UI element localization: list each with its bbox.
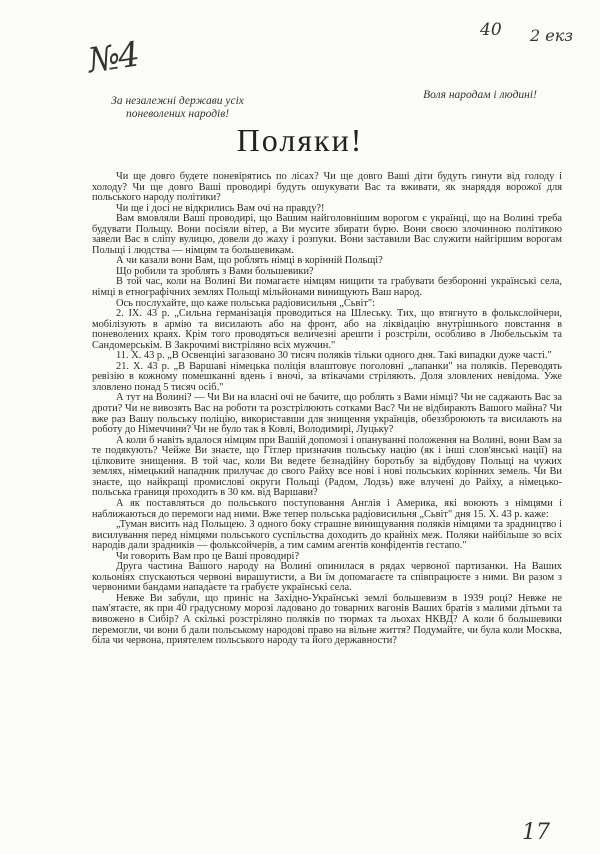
paragraph: А чи казали вони Вам, що роблять німці в корінній Польщі?	[116, 255, 383, 267]
paragraph: Чи ще і досі не відкрились Вам очі на правду?!	[116, 202, 325, 214]
slogan-right: Воля народам і людині!	[423, 89, 537, 101]
paragraph: Вам вмовляли Ваші проводирі, що Вашим найголовнішим ворогом є українці, що на Волині треба будувати Польщу. Вони посіяли вітер, а Ви мусите збирати бурю. Вони своєю злочинною політикою завели Вас в сліпу вулицю, довели до жаху і розпуки. Вони заставили Вас служити найгіршим ворогам Польщі і людства — німцям та большевикам.	[92, 213, 562, 256]
paragraph: Друга частина Вашого народу на Волині опинилася в рядах червоної партизанки. На Ваших кольоніях спускаються червоні вирашутисти, а Ви їм допомагаєте та співпрацюєте з ними. Ви разом з червоними бандами нападаєте та грабуєте українські села.	[92, 561, 562, 594]
handwritten-number: №4	[85, 34, 141, 82]
quote-paragraph: 11. X. 43 р. „В Освенціні загазовано 30 тисяч поляків тільки одного дня. Такі випадки дуже часті."	[116, 350, 552, 362]
paragraph: Що робили та зроблять з Вами большевики?	[116, 265, 314, 277]
quote-paragraph: 21. X. 43 р. „В Варшаві німецька поліція влаштовує поголовні „лапанки" на поляків. Переводять ревізію в кожному помешканні вдень і вночі, за втікачами стріляють. Доля зловлених невідома. Уже зловлено понад 5 тисяч осіб."	[92, 360, 562, 393]
paragraph: А тут на Волині? — Чи Ви на власні очі не бачите, що роблять з Вами німці? Чи не саджають Вас за дроти? Чи не вивозять Вас на роботи та розстрілюють сотками Вас? Чи не відбирають Вашого майна? Чи вже раз Вашу польську поліцію, використавши для знищення українців, обеззброюють та висилають на роботу до Німеччини? Чи не було так в Ковлі, Володимирі, Луцьку?	[92, 392, 562, 436]
handwritten-copies-mark: 2 екз	[530, 26, 574, 45]
document-body	[92, 172, 562, 647]
slogan-left: За незалежні держави усіх поневолених народів!	[111, 95, 244, 120]
paragraph: Ось послухайте, що каже польська радіовисильня „Сьвіт":	[116, 297, 375, 309]
paragraph: А коли б навіть вдалося німцям при Вашій допомозі і опануванні положення на Волині, вони Вам за те подякують? Чейже Ви знаєте, що Гітлер призначив польську націю (як і інші слов'янські нації) на цілковите знищення. В той час, коли Ви ведете безнадійну боротьбу за відбудову Польщі на чужих землях, німецький нападник прилучає до свого Райху все нові і нові польських корінних земель. Чи Ви знаєте, що найкращі промислові округи Польщі (Радом, Лодзь) вже влучені до Райху, а німецько-польська границя проходить в 30 км. від Варшави?	[92, 434, 562, 499]
paragraph: Невже Ви забули, що приніс на Західно-Українські землі большевизм в 1939 році? Невже не пам'ятаєте, як при 40 градусному морозі ладовано до товарних вагонів Ваших братів з малими дітьми та вивожено в Сибір? А скількі розстріляно поляків по тюрмах та льохах НКВД? А коли б большевики перемогли, чи вони б дали польському народові право на вільне життя? Подумайте, чи була коли Москва, біла чи червона, приятелем польського народу та його державности?	[92, 592, 562, 647]
handwritten-page-number: 17	[522, 820, 550, 845]
paragraph: А як поставляться до польського поступовання Англія і Америка, які воюють з німцями і наближаються до перемоги над ними. Вже тепер польська радіовисильня „Сьвіт" дня 15. X. 43 р. каже:	[92, 497, 562, 520]
handwritten-mark-40: 40	[480, 20, 502, 40]
paragraph: Чи ще довго будете поневірятись по лісах? Чи ще довго Ваші діти будуть гинути від голоду і холоду? Чи ще довго Ваші проводирі будуть ошукувати Вас та вживати, як знаряддя ворожої для польського народу політики?	[92, 171, 562, 204]
paragraph: Чи говорить Вам про це Ваші проводирі?	[116, 550, 300, 562]
quote-paragraph: „Туман висить над Польщею. З одного боку страшне винищування поляків німцями та зрадництво і висилування перед німцями польського суспільства доходить до крайніх меж. Поляки найбільше зо всіх народів дали зрадників — фольксойчерів, а тим самим агентів конфідентів гестапо."	[92, 519, 562, 552]
page-title: Поляки!	[236, 122, 364, 158]
paragraph: В той час, коли на Волині Ви помагаєте німцям нищити та грабувати безборонні українські села, німці в етнографічних землях Польщі мільйонами винищують Ваш народ.	[92, 276, 562, 299]
quote-paragraph: 2. IX. 43 р. „Сильна германізація проводиться на Шлеську. Тих, що втягнуто в фолькслойчери, мобілізують в армію та висилають або на фронт, або на ліквідацію внутрішнього повстання в поневолених краях. Крім того проводяться величезні арешти і розстріли, особливо в Любельськім та Сандомерськім. В Закрочимі вистріляно всіх мужчин."	[92, 308, 562, 351]
